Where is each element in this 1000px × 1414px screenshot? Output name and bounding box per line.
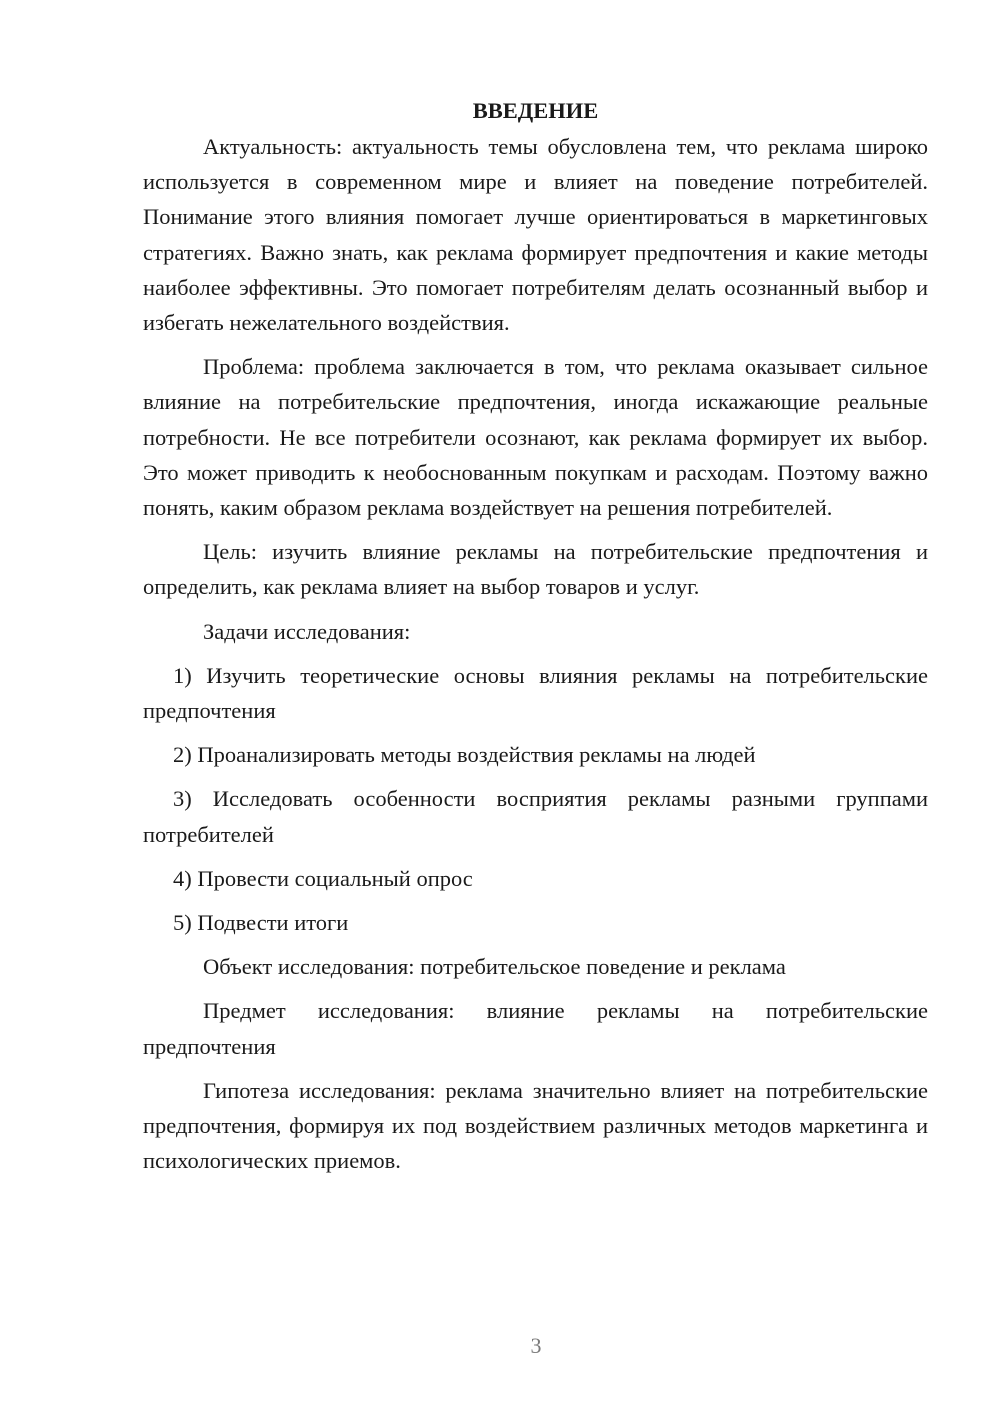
page-title: ВВЕДЕНИЕ bbox=[472, 98, 599, 123]
relevance-paragraph: Актуальность: актуальность темы обусловлена тем, что реклама широко используется в современном мире и влияет на поведение потребителей. Понимание этого влияния помогает лучше ориентироваться в маркетинговых стратегиях. Важно знать, как реклама формирует предпочтения и какие методы наиболее эффективны. Это помогает потребителям делать осознанный выбор и избегать нежелательного воздействия. bbox=[143, 134, 928, 336]
task-item-3: 3) Исследовать особенности восприятия рекламы разными группами потребителей bbox=[143, 786, 928, 847]
task-item-1: 1) Изучить теоретические основы влияния рекламы на потребительские предпочтения bbox=[143, 662, 928, 724]
task-item-4: 4) Провести социальный опрос bbox=[173, 865, 473, 891]
hypothesis-paragraph: Гипотеза исследования: реклама значительно влияет на потребительские предпочтения, формируя их под воздействием различных методов маркетинга и психологических приемов. bbox=[143, 1077, 928, 1174]
tasks-list bbox=[143, 658, 928, 940]
problem-paragraph: Проблема: проблема заключается в том, что реклама оказывает сильное влияние на потребительские предпочтения, иногда искажающие реальные потребности. Не все потребители осознают, как реклама формирует их выбор. Это может приводить к необоснованным покупкам и расходам. Поэтому важно понять, каким образом реклама воздействует на решения потребителей. bbox=[143, 354, 928, 521]
document-body bbox=[143, 93, 928, 1187]
subject-paragraph: Предмет исследования: влияние рекламы на потребительские предпочтения bbox=[143, 998, 928, 1059]
object-paragraph: Объект исследования: потребительское поведение и реклама bbox=[203, 954, 786, 980]
goal-paragraph: Цель: изучить влияние рекламы на потребительские предпочтения и определить, как реклама влияет на выбор товаров и услуг. bbox=[143, 539, 928, 600]
task-item-5: 5) Подвести итоги bbox=[173, 910, 349, 936]
task-item-2: 2) Проанализировать методы воздействия рекламы на людей bbox=[173, 742, 756, 768]
tasks-heading: Задачи исследования: bbox=[203, 618, 411, 644]
page-number: 3 bbox=[530, 1333, 542, 1358]
